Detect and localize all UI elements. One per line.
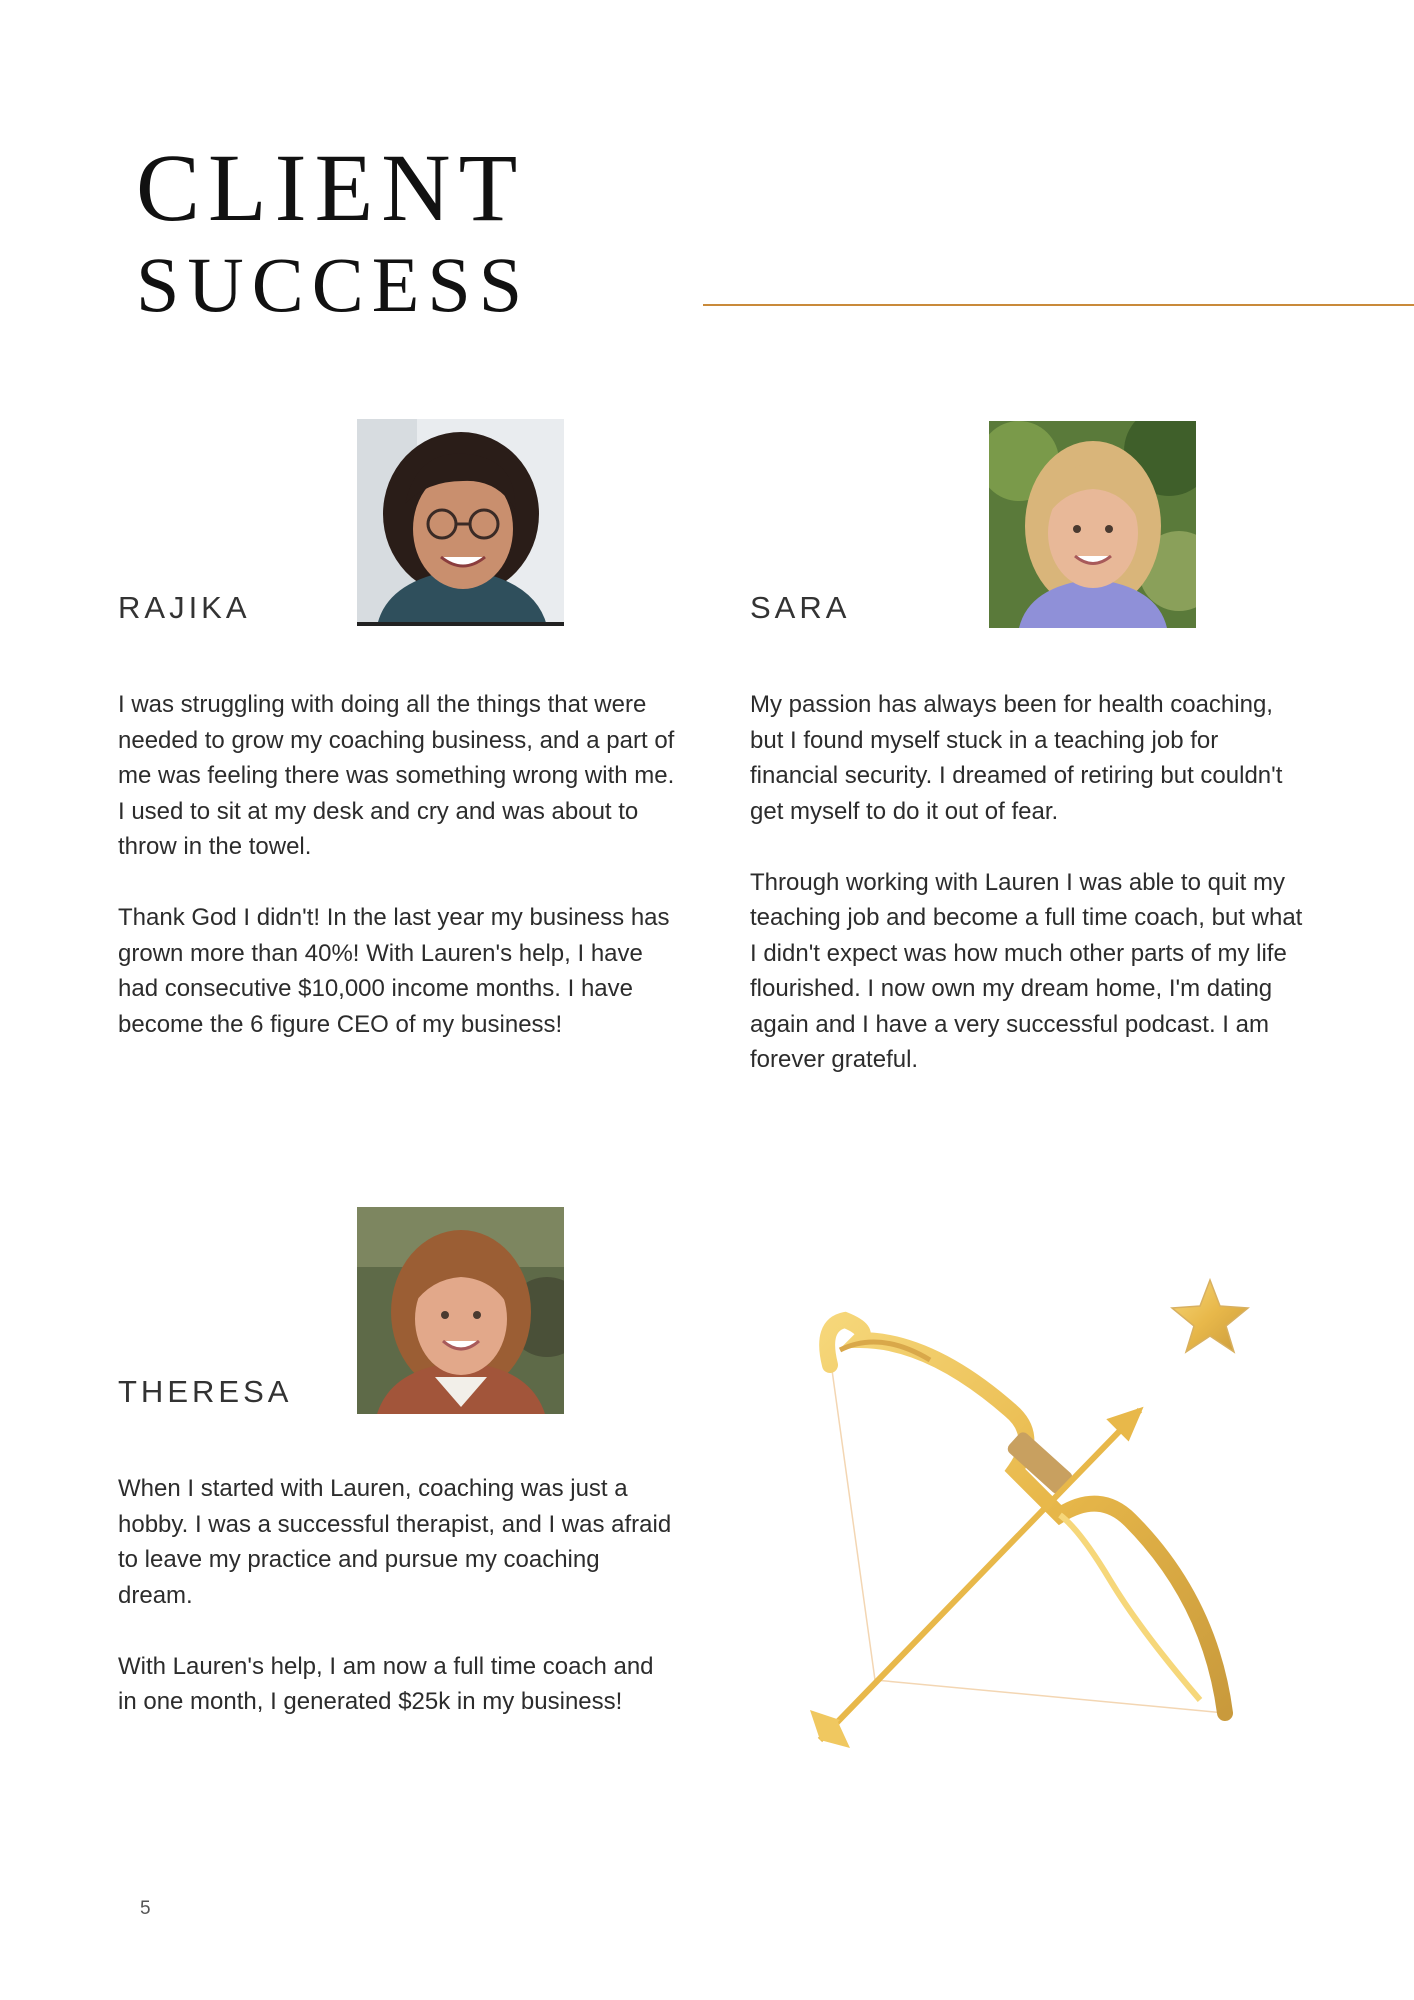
testimonial-text-sara: [750, 687, 1310, 1113]
title-divider: [703, 304, 1414, 306]
testimonial-name-sara: SARA: [750, 590, 851, 625]
testimonial-paragraph: When I started with Lauren, coaching was just a hobby. I was a successful therapist, and I was afraid to leave my practice and pursue my coaching dream.: [118, 1475, 672, 1609]
bow-and-arrow-illustration: [780, 1270, 1280, 1770]
testimonial-name-theresa: THERESA: [118, 1374, 293, 1409]
testimonial-paragraph: Thank God I didn't! In the last year my business has grown more than 40%! With Lauren's help, I have had consecutive $10,000 income months. I have become the 6 figure CEO of my business!: [118, 904, 670, 1038]
theresa-photo: [357, 1207, 564, 1414]
page-title-line-2: SUCCESS: [136, 241, 531, 328]
testimonial-paragraph: With Lauren's help, I am now a full time coach and in one month, I generated $25k in my business!: [118, 1652, 654, 1715]
testimonial-name-rajika: RAJIKA: [118, 590, 251, 625]
testimonial-paragraph: Through working with Lauren I was able to quit my teaching job and become a full time coach, but what I didn't expect was how much other parts of my life flourished. I now own my dream home, I'm dating again and I have a very successful podcast. I am forever grateful.: [750, 868, 1303, 1073]
page-title-line-1: CLIENT: [136, 134, 526, 241]
page-number: 5: [140, 1898, 151, 1919]
testimonial-paragraph: I was struggling with doing all the things that were needed to grow my coaching business, and a part of me was feeling there was something wrong with me. I used to sit at my desk and cry and was about to throw in the towel.: [118, 691, 675, 860]
testimonial-paragraph: My passion has always been for health coaching, but I found myself stuck in a teaching job for financial security. I dreamed of retiring but couldn't get myself to do it out of fear.: [750, 691, 1283, 825]
rajika-photo: [357, 419, 564, 626]
testimonial-text-rajika: [118, 687, 678, 1078]
sara-photo: [989, 421, 1196, 628]
testimonial-text-theresa: [118, 1471, 678, 1755]
